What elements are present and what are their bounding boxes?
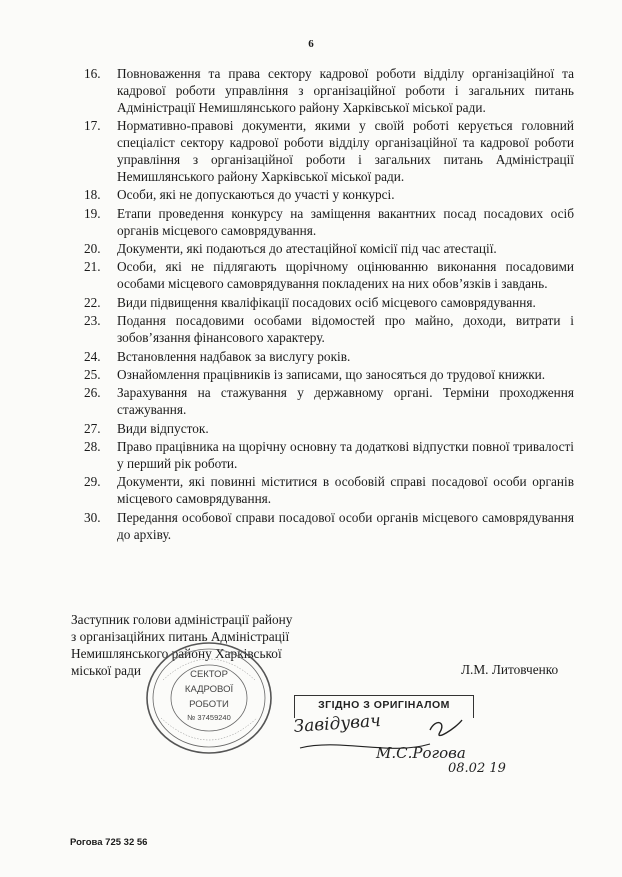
item-number: 29. <box>84 474 101 490</box>
list-item <box>84 349 574 366</box>
list-item <box>84 241 574 258</box>
list-item <box>84 510 574 544</box>
stamp-line-3: РОБОТИ <box>189 699 229 710</box>
stamp-code: № 37459240 <box>187 713 231 722</box>
item-text: Етапи проведення конкурсу на заміщення вакантних посад посадових осіб органів місцевого самоврядування. <box>117 205 574 238</box>
handwritten-name: М.С.Рогова <box>376 744 466 762</box>
item-text: Подання посадовими особами відомостей про майно, доходи, витрати і зобов’язання фінансового характеру. <box>117 313 574 346</box>
handwritten-date: 08.02 19 <box>448 761 506 776</box>
item-text: Повноваження та права сектору кадрової роботи відділу організаційної та кадрової роботи управління з організаційної роботи і загальних питань Адміністрації Немишлянського району Харківської міської ради. <box>117 66 574 115</box>
handwritten-label: Завідувач <box>292 710 382 737</box>
handwritten-signature <box>280 708 520 778</box>
item-text: Документи, які повинні міститися в особовій справі посадової особи органів місцевого самоврядування. <box>117 474 574 507</box>
list-item <box>84 118 574 186</box>
item-text: Зарахування на стажування у державному органі. Терміни проходження стажування. <box>117 385 574 418</box>
item-number: 23. <box>84 313 101 329</box>
signer-position-line-1: Заступник голови адміністрації району <box>71 612 293 627</box>
item-number: 27. <box>84 420 101 436</box>
item-number: 17. <box>84 118 101 134</box>
list-item <box>84 367 574 384</box>
item-text: Встановлення надбавок за вислугу років. <box>117 348 351 364</box>
item-number: 28. <box>84 439 101 455</box>
round-stamp <box>143 640 275 756</box>
list-item <box>84 187 574 204</box>
item-text: Передання особової справи посадової особи органів місцевого самоврядування до архіву. <box>117 509 574 542</box>
item-number: 19. <box>84 205 101 221</box>
item-number: 24. <box>84 348 101 364</box>
copy-stamp: ЗГІДНО З ОРИГІНАЛОМ <box>294 695 474 718</box>
list-item <box>84 421 574 438</box>
list-item <box>84 206 574 240</box>
list-item <box>84 313 574 347</box>
page-number: 6 <box>308 38 314 50</box>
item-text: Право працівника на щорічну основну та додаткові відпустки повної тривалості у перший рік роботи. <box>117 439 574 471</box>
item-text: Види підвищення кваліфікації посадових осіб місцевого самоврядування. <box>117 294 536 310</box>
item-number: 20. <box>84 241 101 257</box>
item-text: Особи, які не допускаються до участі у конкурсі. <box>117 187 395 203</box>
item-number: 25. <box>84 366 101 382</box>
item-text: Ознайомлення працівників із записами, що заносяться до трудової книжки. <box>117 366 546 382</box>
item-number: 30. <box>84 509 101 525</box>
signer-position-line-4: міської ради <box>71 663 141 678</box>
list-item <box>84 66 574 117</box>
item-number: 22. <box>84 294 101 310</box>
stamp-line-2: КАДРОВОЇ <box>184 684 234 695</box>
signer-name: Л.М. Литовченко <box>461 662 559 677</box>
item-text: Види відпусток. <box>117 420 209 436</box>
list-item <box>84 385 574 419</box>
list-item <box>84 474 574 508</box>
question-list <box>84 66 574 545</box>
list-item <box>84 439 574 473</box>
signer-position-line-2: з організаційних питань Адміністрації <box>71 629 290 644</box>
signer-position-line-3: Немишлянського району Харківської <box>71 646 282 661</box>
stamp-line-1: СЕКТОР <box>190 669 228 680</box>
item-number: 21. <box>84 259 101 275</box>
item-number: 18. <box>84 187 101 203</box>
item-number: 26. <box>84 385 101 401</box>
item-number: 16. <box>84 66 101 81</box>
item-text: Особи, які не підлягають щорічному оцінюванню виконання посадовими особами місцевого самоврядування покладених на них обов’язків і завдань. <box>117 259 574 292</box>
item-text: Нормативно-правові документи, якими у своїй роботі керується головний спеціаліст сектору кадрової роботи відділу організаційної та кадрової роботи управління з організаційної роботи і загальних питань Адміністрації Немишлянського району Харківської міської ради. <box>117 118 574 184</box>
footer-contact: Рогова 725 32 56 <box>70 837 148 848</box>
list-item <box>84 259 574 293</box>
item-text: Документи, які подаються до атестаційної комісії під час атестації. <box>117 241 497 257</box>
list-item <box>84 295 574 312</box>
